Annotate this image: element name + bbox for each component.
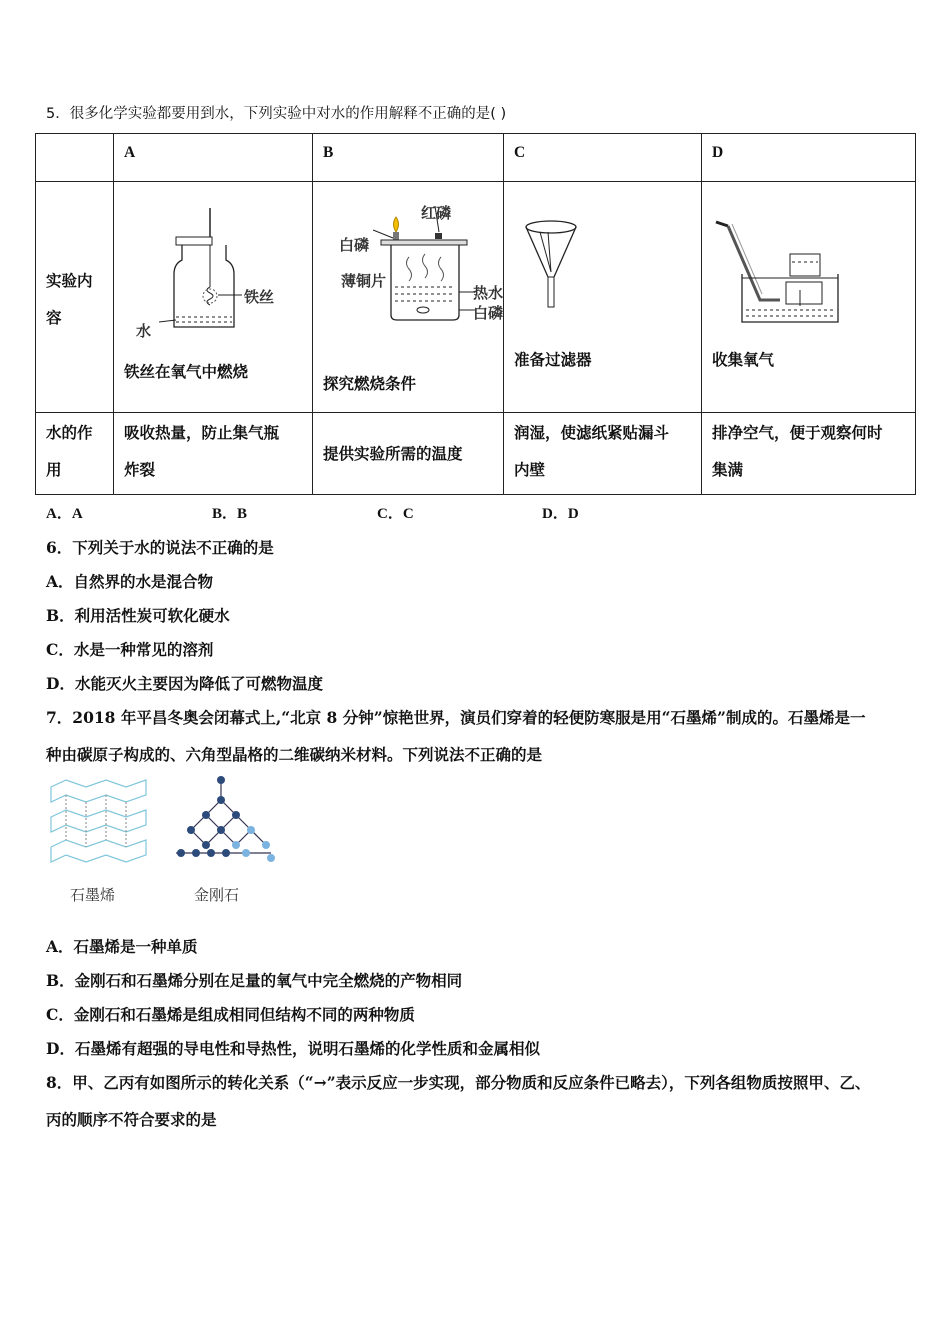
row-label-text-1: 实验内 [46, 271, 93, 290]
label-white-phosphorus-top: 白磷 [339, 236, 370, 254]
q5-option-d[interactable]: D．D [542, 506, 579, 522]
table-row-experiment [36, 182, 916, 413]
table-row-water-role [36, 413, 916, 495]
row-label-text-2: 容 [46, 308, 62, 327]
q6-option-b[interactable]: B．利用活性炭可软化硬水 [46, 606, 230, 625]
experiment-table [35, 133, 916, 495]
header-a: A [114, 134, 313, 182]
caption-b: 探究燃烧条件 [323, 374, 417, 393]
header-d: D [702, 134, 916, 182]
question-6-stem: 6．下列关于水的说法不正确的是 [46, 538, 274, 557]
q7-option-d[interactable]: D．石墨烯有超强的导电性和导热性，说明石墨烯的化学性质和金属相似 [46, 1039, 540, 1058]
q6-option-c[interactable]: C．水是一种常见的溶剂 [46, 640, 214, 659]
question-5-stem: 5．很多化学实验都要用到水，下列实验中对水的作用解释不正确的是( ) [46, 106, 507, 122]
water-role-c [504, 413, 702, 495]
q5-option-c[interactable]: C．C [377, 506, 414, 522]
question-7-stem-line2: 种由碳原子构成的、六角型晶格的二维碳纳米材料。下列说法不正确的是 [46, 745, 543, 764]
q7-option-b[interactable]: B．金刚石和石墨烯分别在足量的氧气中完全燃烧的产物相同 [46, 971, 463, 990]
water-role-c-line1: 润湿，使滤纸紧贴漏斗 [514, 423, 670, 442]
header-empty-cell [36, 134, 114, 182]
water-role-d-line2: 集满 [712, 460, 744, 479]
experiment-b-cell [313, 182, 504, 413]
caption-a: 铁丝在氧气中燃烧 [124, 362, 249, 381]
funnel-diagram [504, 182, 702, 412]
water-role-a [114, 413, 313, 495]
water-role-b [313, 413, 504, 495]
experiment-c-cell [504, 182, 702, 413]
question-8-stem-line2: 丙的顺序不符合要求的是 [46, 1110, 217, 1129]
row-label-experiment [36, 182, 114, 413]
gas-collection-diagram [702, 182, 916, 412]
row-label-water-role [36, 413, 114, 495]
label-water: 水 [136, 322, 152, 340]
caption-c: 准备过滤器 [514, 350, 592, 369]
label-diamond: 金刚石 [194, 886, 240, 904]
label-copper-sheet: 薄铜片 [341, 272, 387, 290]
row2-label-text-1: 水的作 [46, 423, 93, 442]
q7-option-a[interactable]: A．石墨烯是一种单质 [46, 937, 198, 956]
table-header-row [36, 134, 916, 182]
experiment-d-cell [702, 182, 916, 413]
water-role-d-line1: 排净空气，便于观察何时 [712, 423, 883, 442]
q5-option-b[interactable]: B．B [212, 506, 248, 522]
experiment-a-cell [114, 182, 313, 413]
water-role-d [702, 413, 916, 495]
row2-label-text-2: 用 [46, 460, 62, 479]
question-7-stem-line1: 7．2018 年平昌冬奥会闭幕式上,“北京 8 分钟”惊艳世界，演员们穿着的轻便防寒服是用“石墨烯”制成的。石墨烯是一 [46, 708, 866, 727]
caption-d: 收集氧气 [712, 350, 775, 369]
water-role-a-line2: 炸裂 [124, 460, 156, 479]
q7-option-c[interactable]: C．金刚石和石墨烯是组成相同但结构不同的两种物质 [46, 1005, 415, 1024]
q6-option-d[interactable]: D．水能灭火主要因为降低了可燃物温度 [46, 674, 323, 693]
label-red-phosphorus: 红磷 [421, 204, 452, 222]
water-role-b-text: 提供实验所需的温度 [323, 444, 463, 463]
carbon-structures-figure [46, 775, 286, 870]
graphene-structure [51, 780, 146, 862]
label-white-phosphorus-bottom: 白磷 [473, 304, 504, 322]
diamond-structure [176, 776, 275, 862]
question-8-stem-line1: 8．甲、乙丙有如图所示的转化关系（“→”表示反应一步实现，部分物质和反应条件已略去），下列各组物质按照甲、乙、 [46, 1073, 871, 1092]
label-graphene: 石墨烯 [70, 886, 116, 904]
header-c: C [504, 134, 702, 182]
q6-option-a[interactable]: A．自然界的水是混合物 [46, 572, 214, 591]
q5-option-a[interactable]: A．A [46, 506, 83, 522]
label-hot-water: 热水 [473, 284, 504, 302]
water-role-c-line2: 内壁 [514, 460, 546, 479]
label-iron-wire: 铁丝 [244, 288, 275, 306]
header-b: B [313, 134, 504, 182]
water-role-a-line1: 吸收热量，防止集气瓶 [124, 423, 280, 442]
